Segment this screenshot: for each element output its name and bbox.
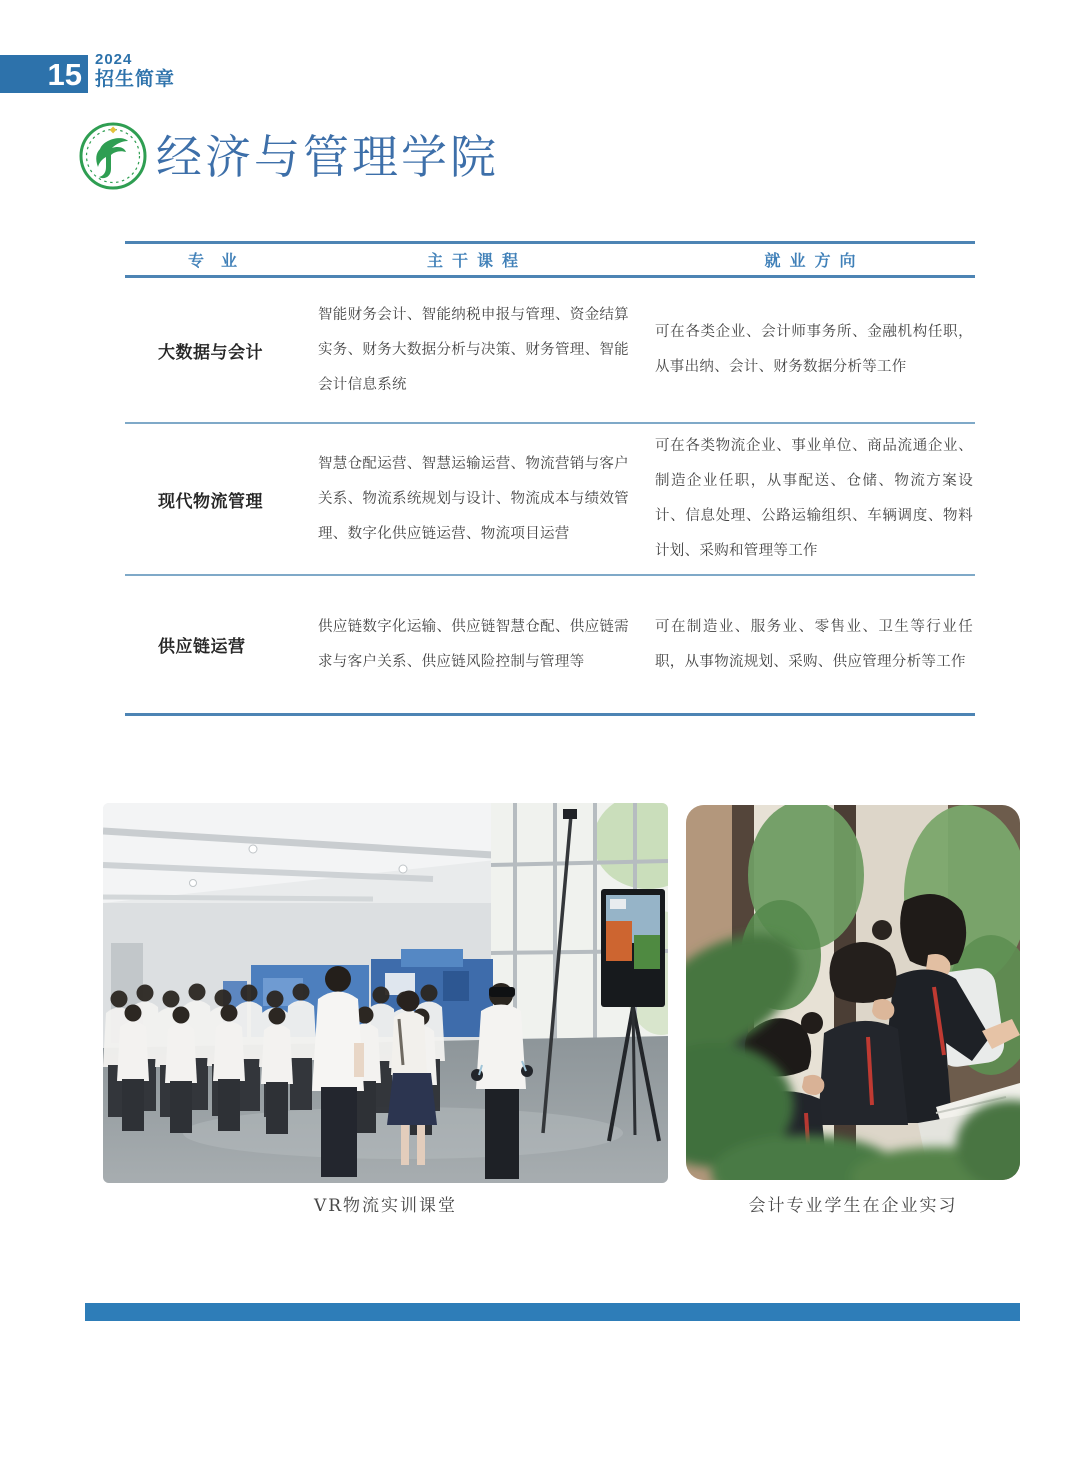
major-careers: 可在各类企业、会计师事务所、金融机构任职，从事出纳、会计、财务数据分析等工作 bbox=[655, 324, 973, 375]
page-number: 15 bbox=[47, 56, 82, 92]
bottom-accent-bar bbox=[85, 1303, 1020, 1321]
column-header-major: 专业 bbox=[187, 253, 254, 270]
major-courses: 智能财务会计、智能纳税申报与管理、资金结算实务、财务大数据分析与决策、财务管理、智能会计信息系统 bbox=[318, 306, 629, 393]
table-row bbox=[125, 424, 975, 576]
photo-caption: VR物流实训课堂 bbox=[313, 1196, 458, 1216]
major-name: 现代物流管理 bbox=[158, 491, 263, 511]
column-header-courses: 主干课程 bbox=[426, 253, 527, 270]
table-row bbox=[125, 278, 975, 424]
table-header-row bbox=[125, 241, 975, 278]
photo-vr-training bbox=[103, 803, 668, 1183]
photo-caption: 会计专业学生在企业实习 bbox=[748, 1196, 958, 1216]
major-courses: 智慧仓配运营、智慧运输运营、物流营销与客户关系、物流系统规划与设计、物流成本与绩效管理、数字化供应链运营、物流项目运营 bbox=[318, 455, 629, 542]
photo-accounting-internship bbox=[686, 805, 1020, 1180]
major-name: 大数据与会计 bbox=[158, 342, 263, 362]
major-courses: 供应链数字化运输、供应链智慧仓配、供应链需求与客户关系、供应链风险控制与管理等 bbox=[318, 618, 629, 670]
page-tab-text bbox=[95, 51, 175, 93]
majors-table bbox=[125, 241, 975, 716]
page-number-box bbox=[0, 55, 88, 93]
major-name: 供应链运营 bbox=[158, 637, 246, 656]
major-careers: 可在制造业、服务业、零售业、卫生等行业任职，从事物流规划、采购、供应管理分析等工作 bbox=[655, 618, 973, 670]
page-title: 经济与管理学院 bbox=[156, 131, 499, 183]
brochure-title: 招生简章 bbox=[95, 69, 176, 90]
column-header-careers: 就业方向 bbox=[764, 253, 865, 270]
table-row bbox=[125, 576, 975, 716]
major-careers: 可在各类物流企业、事业单位、商品流通企业、制造企业任职，从事配送、仓储、物流方案设计、信息处理、公路运输组织、车辆调度、物料计划、采购和管理等工作 bbox=[655, 438, 973, 559]
brochure-year: 2024 bbox=[95, 51, 133, 68]
page-tab bbox=[0, 51, 176, 93]
school-emblem-icon bbox=[78, 121, 148, 191]
